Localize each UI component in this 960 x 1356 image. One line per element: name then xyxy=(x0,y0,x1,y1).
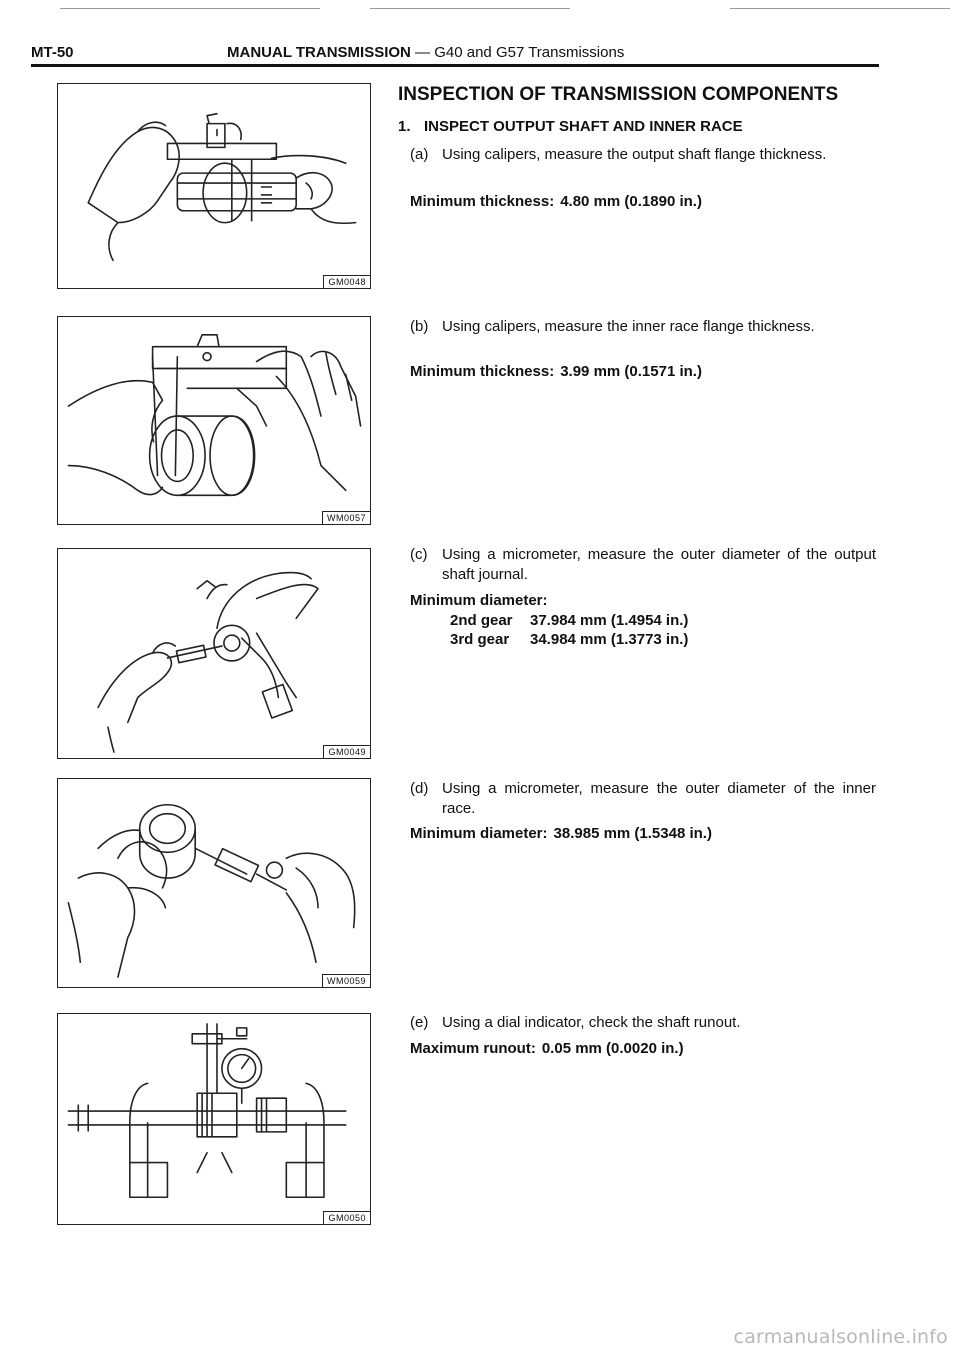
procedure-item-e xyxy=(410,1013,876,1033)
figure-calipers-output-shaft xyxy=(57,83,371,289)
item-text: Using calipers, measure the output shaft flange thickness. xyxy=(442,146,827,163)
item-text: Using a micrometer, measure the outer diameter of the output shaft journal. xyxy=(442,546,876,583)
spec-label: Maximum runout: xyxy=(410,1040,536,1057)
item-text: Using a micrometer, measure the outer diameter of the inner race. xyxy=(442,780,876,817)
figure-micrometer-inner-race xyxy=(57,778,371,988)
scan-rule xyxy=(370,8,570,9)
spec-label: Minimum thickness: xyxy=(410,363,555,380)
watermark: carmanualsonline.info xyxy=(733,1326,948,1348)
figure-code: GM0050 xyxy=(323,1211,370,1224)
spec-line xyxy=(410,825,712,842)
page-header xyxy=(31,44,879,67)
item-letter: (e) xyxy=(410,1014,429,1031)
figure-code: GM0048 xyxy=(323,275,370,288)
spec-value: 4.80 mm (0.1890 in.) xyxy=(560,193,702,210)
page-number: MT-50 xyxy=(31,44,74,61)
figure-calipers-inner-race xyxy=(57,316,371,525)
item-text: Using calipers, measure the inner race flange thickness. xyxy=(442,318,815,335)
spec-label: Minimum diameter: xyxy=(410,592,548,609)
section-title: INSPECTION OF TRANSMISSION COMPONENTS xyxy=(398,84,839,105)
item-letter: (a) xyxy=(410,146,429,163)
figure-code: WM0057 xyxy=(322,511,370,524)
sub-spec-line xyxy=(450,612,688,629)
step-number: 1. xyxy=(398,118,411,135)
procedure-item-a xyxy=(410,145,876,165)
spec-value: 0.05 mm (0.0020 in.) xyxy=(541,1040,684,1057)
item-letter: (d) xyxy=(410,780,429,797)
sub-spec-label: 2nd gear xyxy=(450,612,513,629)
item-letter: (c) xyxy=(410,546,428,563)
spec-label: Minimum thickness: xyxy=(410,193,555,210)
figure-code: WM0059 xyxy=(322,974,370,987)
spec-line xyxy=(410,1040,684,1057)
sub-spec-line xyxy=(450,631,688,648)
spec-line xyxy=(410,363,702,380)
spec-label: Minimum diameter: xyxy=(410,825,548,842)
procedure-item-b xyxy=(410,317,876,337)
scan-rule xyxy=(60,8,320,9)
item-text: Using a dial indicator, check the shaft runout. xyxy=(442,1014,741,1031)
item-letter: (b) xyxy=(410,318,429,335)
scan-rule xyxy=(730,8,950,9)
figure-dial-indicator-runout xyxy=(57,1013,371,1225)
sub-spec-value: 34.984 mm (1.3773 in.) xyxy=(530,631,689,648)
step-title xyxy=(398,118,743,135)
procedure-item-d xyxy=(410,779,876,819)
spec-value: 38.985 mm (1.5348 in.) xyxy=(553,825,712,842)
sub-spec-label: 3rd gear xyxy=(450,631,510,648)
step-title-text: INSPECT OUTPUT SHAFT AND INNER RACE xyxy=(424,118,743,135)
sub-spec-value: 37.984 mm (1.4954 in.) xyxy=(530,612,689,629)
spec-value: 3.99 mm (0.1571 in.) xyxy=(560,363,702,380)
page-heading xyxy=(227,44,624,61)
spec-line xyxy=(410,193,702,210)
figure-micrometer-shaft-journal xyxy=(57,548,371,759)
spec-line xyxy=(410,592,548,609)
procedure-item-c xyxy=(410,545,876,585)
figure-code: GM0049 xyxy=(323,745,370,758)
page-heading-sub: — G40 and G57 Transmissions xyxy=(410,44,625,61)
page-heading-main: MANUAL TRANSMISSION xyxy=(227,44,411,61)
